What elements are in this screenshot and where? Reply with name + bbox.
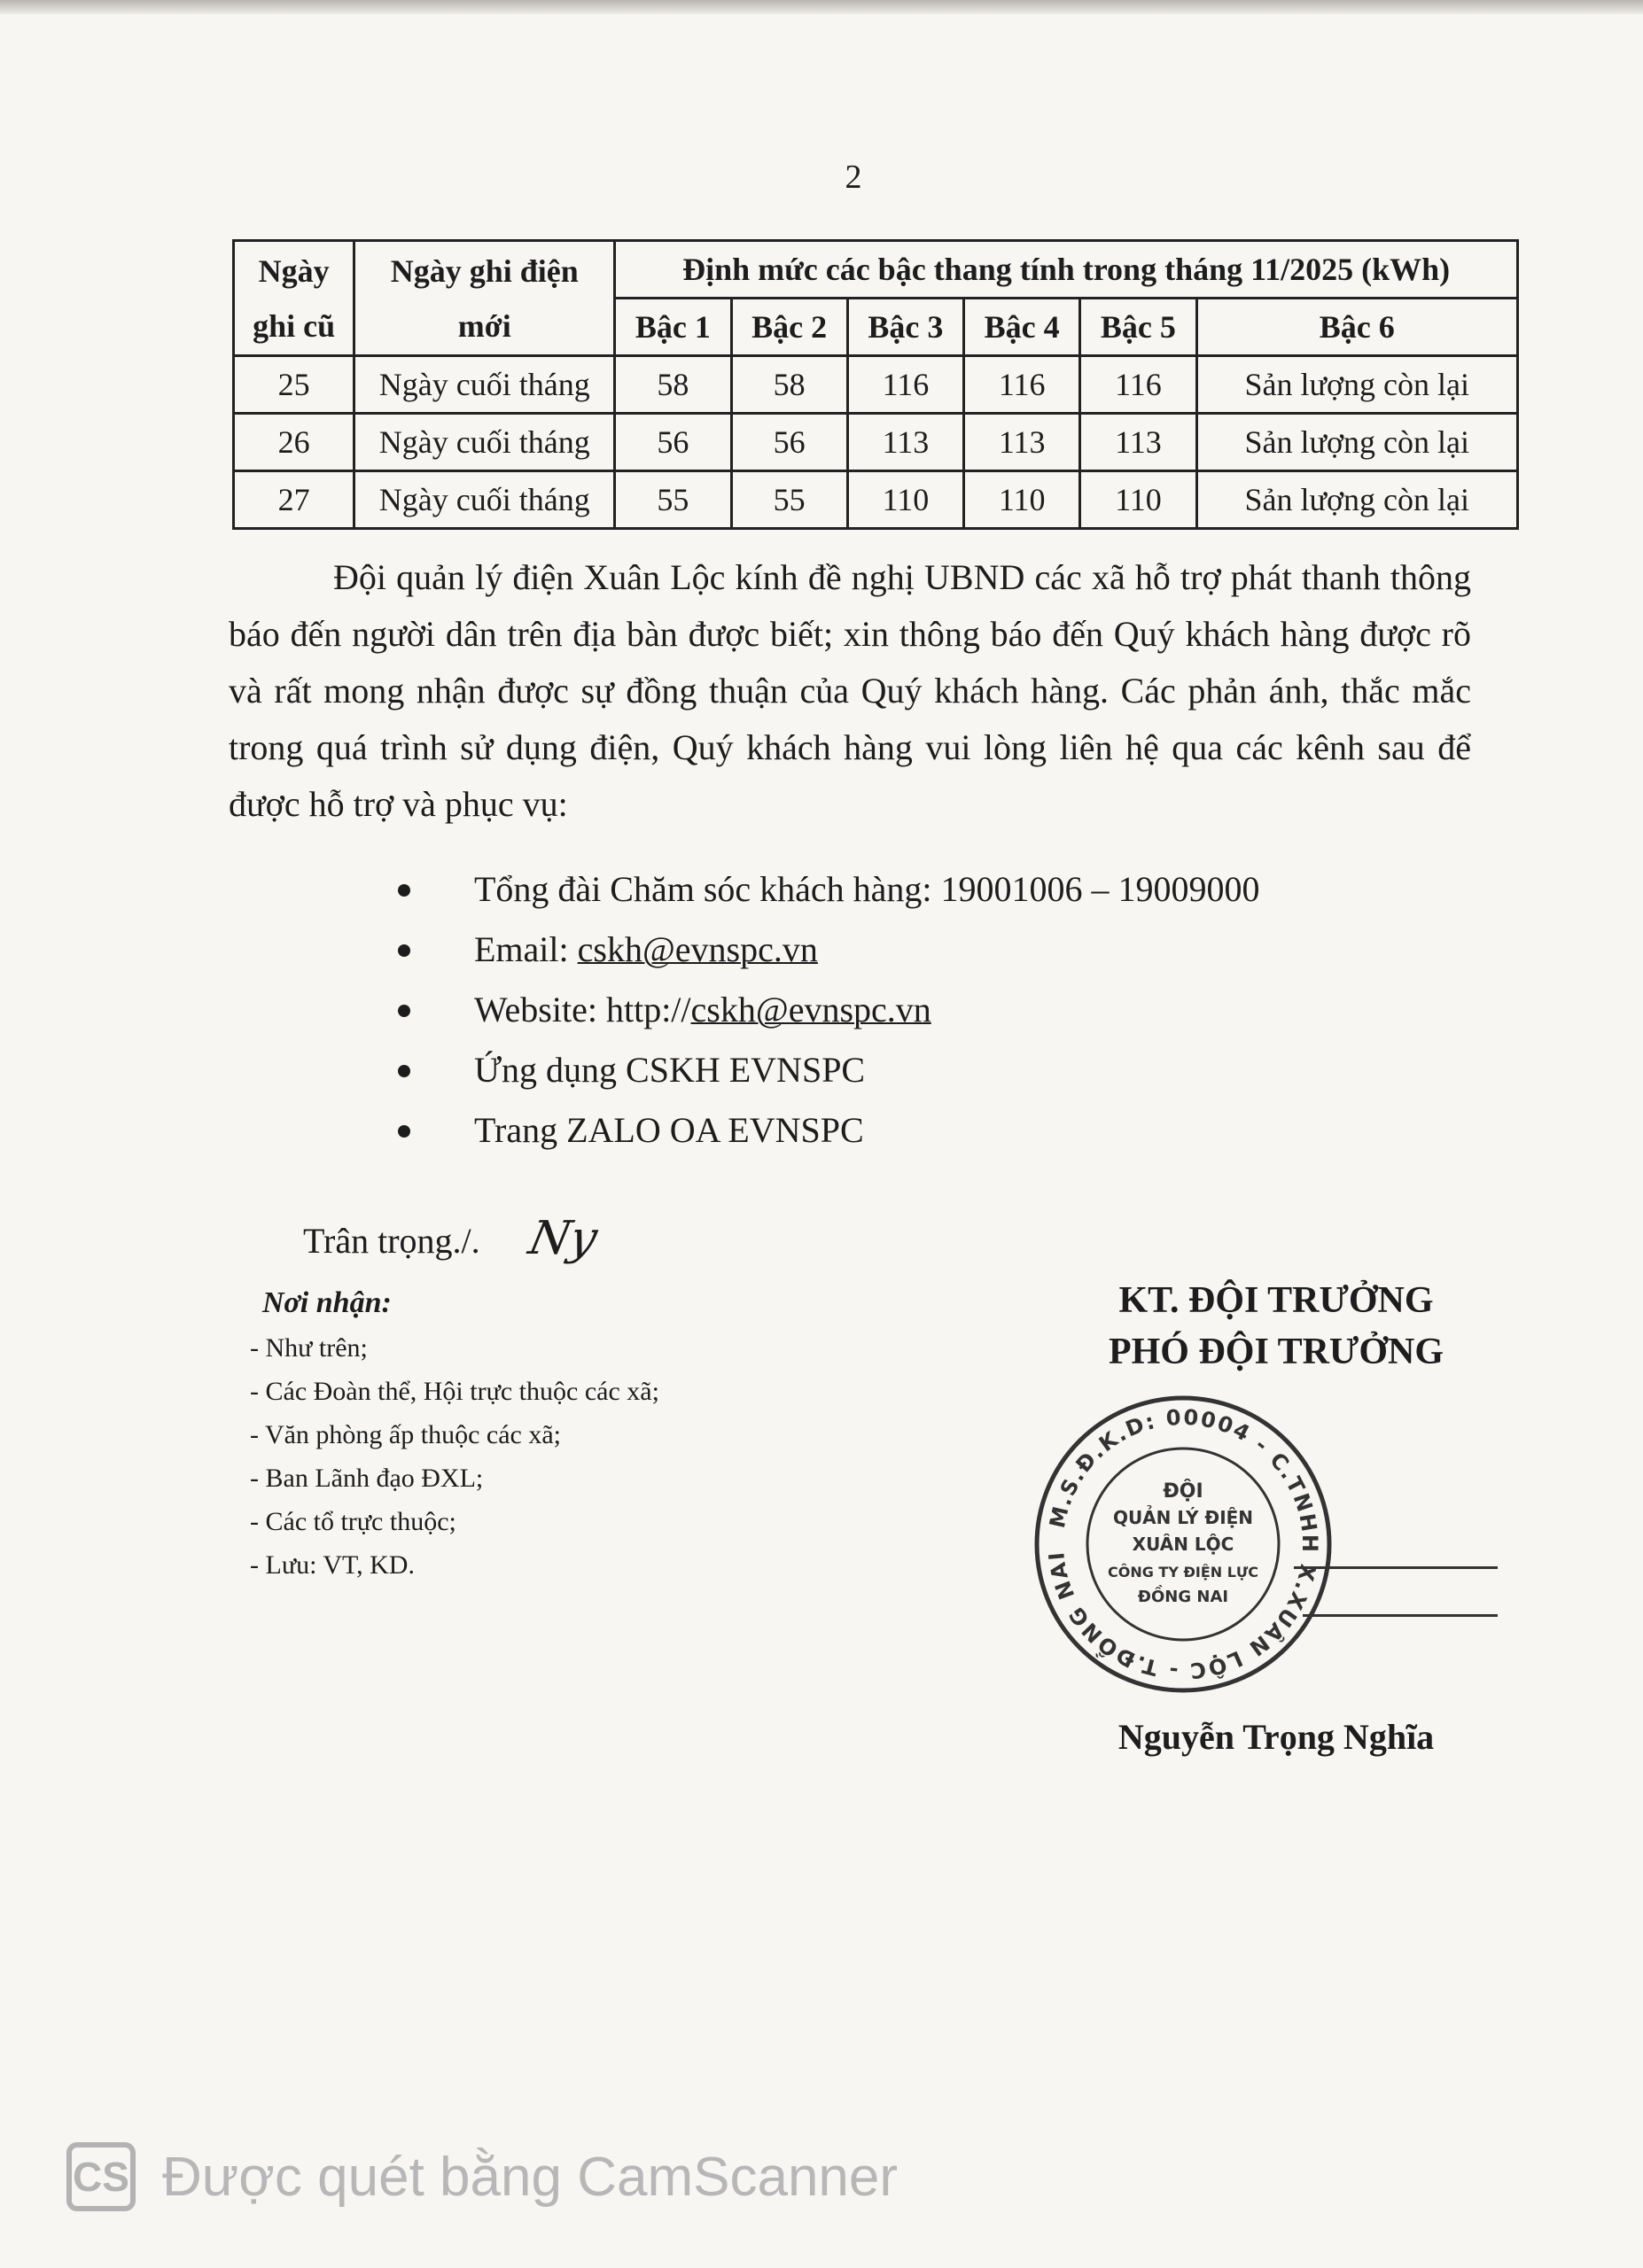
cell-tier-4: 110	[964, 471, 1080, 529]
cell-tier-5: 110	[1080, 471, 1196, 529]
seal-line: ĐỒNG NAI	[1137, 1588, 1229, 1606]
bullet-icon	[398, 944, 410, 957]
list-item	[474, 1040, 1260, 1100]
list-item: - Văn phòng ấp thuộc các xã;	[250, 1420, 561, 1449]
header-tier: Bậc 6	[1196, 299, 1517, 356]
email-link[interactable]: cskh@evnspc.vn	[577, 929, 818, 969]
bullet-icon	[398, 1125, 410, 1138]
cell-tier-2: 55	[731, 471, 847, 529]
cell-new-date: Ngày cuối tháng	[354, 356, 615, 414]
bullet-icon	[398, 1065, 410, 1077]
cell-tier-3: 113	[847, 414, 963, 471]
list-item	[474, 1100, 1260, 1161]
email-label: Email:	[474, 929, 578, 969]
tier-quota-table	[232, 239, 1519, 530]
header-tier: Bậc 4	[964, 299, 1080, 356]
list-item: - Ban Lãnh đạo ĐXL;	[250, 1464, 484, 1493]
website-label: Website: http://	[474, 990, 691, 1029]
cell-tier-2: 56	[731, 414, 847, 471]
cell-tier-5: 113	[1080, 414, 1196, 471]
list-item: - Các Đoàn thể, Hội trực thuộc các xã;	[250, 1377, 659, 1406]
camscanner-logo-icon: CS	[66, 2142, 136, 2211]
header-quota-title: Định mức các bậc thang tính trong tháng 11/2025 (kWh)	[615, 241, 1518, 299]
page-number: 2	[845, 159, 862, 196]
cell-tier-6: Sản lượng còn lại	[1196, 471, 1517, 529]
cell-tier-1: 55	[615, 471, 731, 529]
list-item: - Như trên;	[250, 1333, 368, 1363]
cell-old-date: 27	[234, 471, 354, 529]
table-header-row	[234, 241, 1518, 299]
list-item	[474, 920, 1260, 980]
cell-tier-3: 110	[847, 471, 963, 529]
cell-new-date: Ngày cuối tháng	[354, 414, 615, 471]
recipients-list	[250, 1326, 659, 1587]
bullet-icon	[398, 884, 410, 897]
zalo-text: Trang ZALO OA EVNSPC	[474, 1110, 864, 1150]
cell-new-date: Ngày cuối tháng	[354, 471, 615, 529]
camscanner-text: Được quét bằng CamScanner	[162, 2146, 899, 2208]
signer-name: Nguyễn Trọng Nghĩa	[1117, 1717, 1435, 1757]
cell-tier-4: 116	[964, 356, 1080, 414]
table-row	[234, 471, 1518, 529]
signer-title-2: PHÓ ĐỘI TRƯỞNG	[1108, 1332, 1444, 1372]
cell-tier-1: 58	[615, 356, 731, 414]
cell-tier-5: 116	[1080, 356, 1196, 414]
seal-ring-text: M.S.Đ.K.D: 00004 - C.TNHH X.XUÂN LỘC - T.ĐỒNG NAI	[1044, 1404, 1323, 1684]
list-item	[474, 980, 1260, 1040]
header-tier: Bậc 1	[615, 299, 731, 356]
cell-tier-6: Sản lượng còn lại	[1196, 356, 1517, 414]
cell-tier-1: 56	[615, 414, 731, 471]
cell-old-date: 26	[234, 414, 354, 471]
scan-edge	[0, 0, 1643, 14]
list-item: - Lưu: VT, KD.	[250, 1550, 415, 1580]
header-tier: Bậc 5	[1080, 299, 1196, 356]
header-old-date: Ngày ghi cũ	[234, 241, 354, 356]
recipients-title: Nơi nhận:	[262, 1286, 392, 1319]
signer-title-1: KT. ĐỘI TRƯỞNG	[1118, 1280, 1434, 1321]
contact-list	[474, 859, 1260, 1161]
body-paragraph: Đội quản lý điện Xuân Lộc kính đề nghị UBND các xã hỗ trợ phát thanh thông báo đến người dân trên địa bàn được biết; xin thông báo đến Quý khách hàng được rõ và rất mong nhận được sự đồng thuận của Quý khách hàng. Các phản ánh, thắc mắc trong quá trình sử dụng điện, Quý khách hàng vui lòng liên hệ qua các kênh sau để được hỗ trợ và phục vụ:	[229, 557, 1471, 824]
header-tier: Bậc 2	[731, 299, 847, 356]
bullet-icon	[398, 1005, 410, 1017]
official-seal	[1028, 1389, 1338, 1699]
camscanner-watermark	[66, 2140, 898, 2214]
cell-tier-4: 113	[964, 414, 1080, 471]
app-text: Ứng dụng CSKH EVNSPC	[474, 1050, 866, 1090]
cell-old-date: 25	[234, 356, 354, 414]
seal-line: QUẢN LÝ ĐIỆN	[1112, 1507, 1254, 1528]
cell-tier-6: Sản lượng còn lại	[1196, 414, 1517, 471]
hotline-text: Tổng đài Chăm sóc khách hàng: 19001006 – 19009000	[474, 869, 1260, 909]
closing-text: Trân trọng./.	[303, 1221, 480, 1261]
header-tier: Bậc 3	[847, 299, 963, 356]
table-row	[234, 356, 1518, 414]
table-row	[234, 414, 1518, 471]
header-new-date: Ngày ghi điện mới	[354, 241, 615, 356]
cell-tier-3: 116	[847, 356, 963, 414]
seal-line: CÔNG TY ĐIỆN LỰC	[1107, 1564, 1259, 1581]
list-item	[474, 859, 1260, 920]
list-item: - Các tổ trực thuộc;	[250, 1507, 456, 1536]
seal-line: ĐỘI	[1163, 1480, 1203, 1503]
handwritten-initials: Ny	[524, 1212, 603, 1265]
seal-line: XUÂN LỘC	[1132, 1534, 1234, 1555]
cell-tier-2: 58	[731, 356, 847, 414]
website-link[interactable]: cskh@evnspc.vn	[690, 990, 931, 1029]
